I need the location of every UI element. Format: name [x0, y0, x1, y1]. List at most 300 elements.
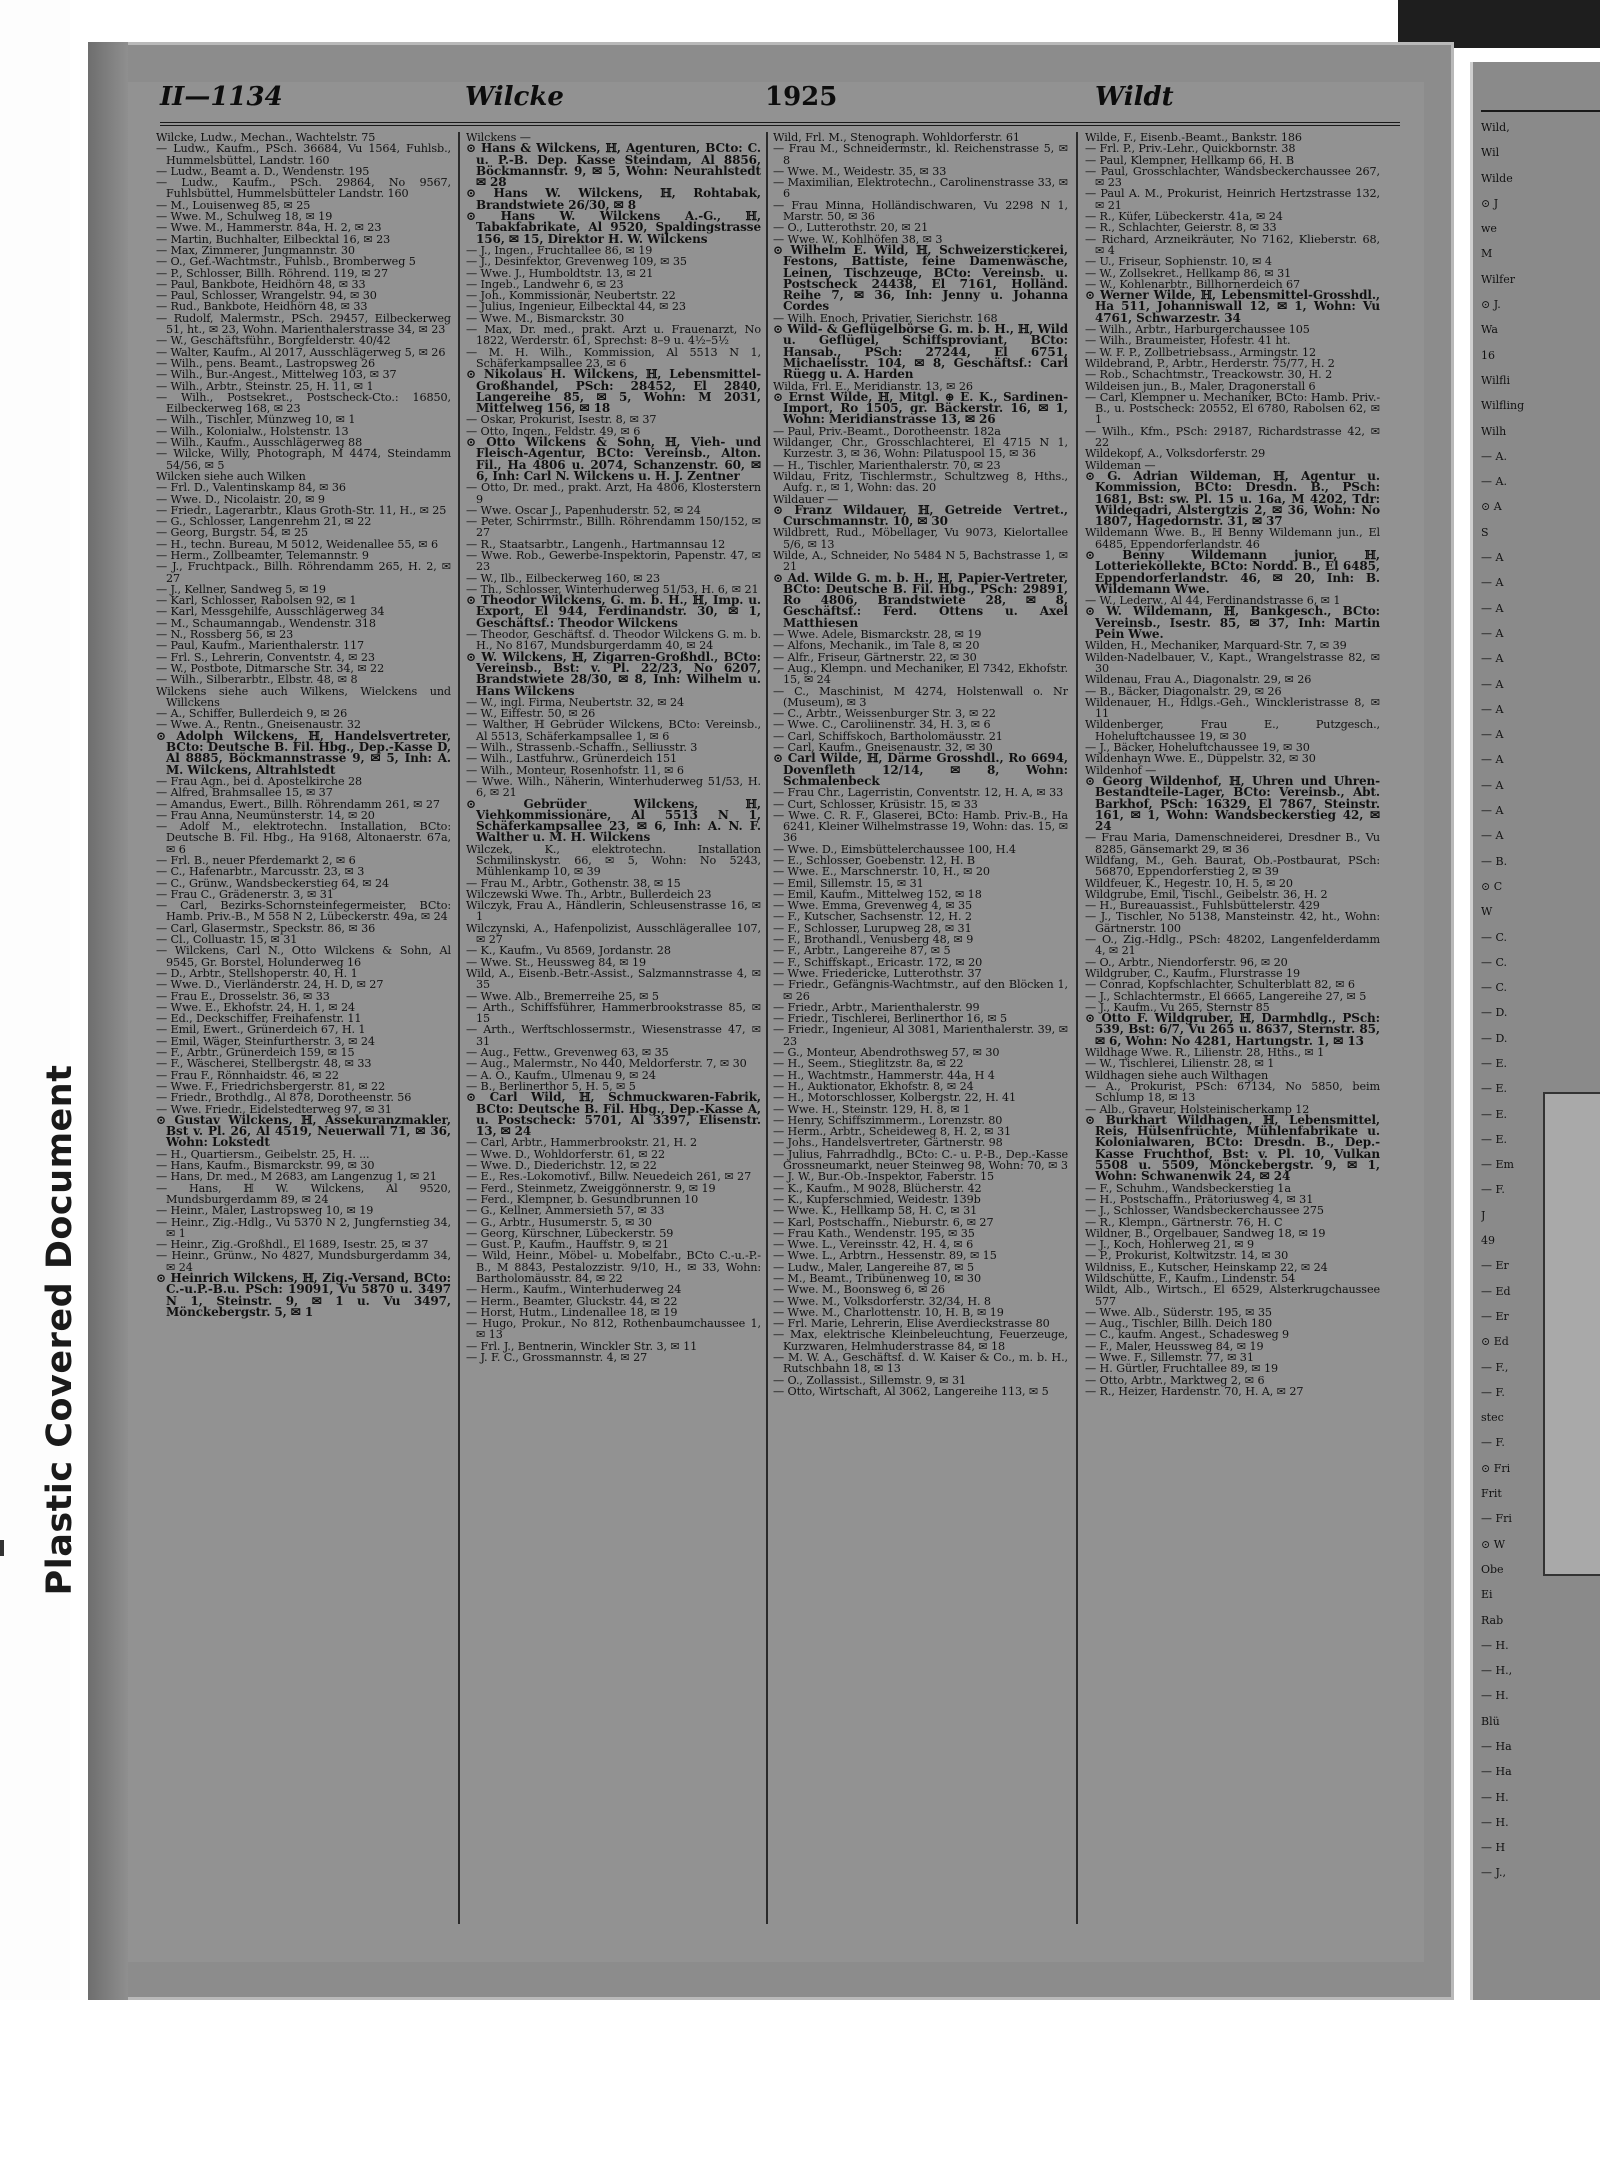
- adjacent-page-line: — D.: [1481, 1031, 1508, 1045]
- directory-entry: — K., Kaufm., Vu 8569, Jordanstr. 28: [466, 944, 671, 958]
- directory-entry: — Maximilian, Elektrotechn., Carolinenstrasse 33, ✉ 6: [773, 176, 1068, 201]
- directory-entry: — Wwe. D., Diederichstr. 12, ✉ 22: [466, 1159, 657, 1173]
- directory-entry: — R., Schlachter, Geierstr. 8, ✉ 33: [1085, 221, 1277, 235]
- directory-entry: — Max, Dr. med., prakt. Arzt u. Frauenarzt, No 1822, Werderstr. 61, Sprechst: 8–9 u. 4½–5½: [466, 323, 761, 348]
- page-binding-shadow: [88, 42, 128, 2000]
- directory-entry: ⊙ Otto F. Wildgruber, ℍ, Darmhdlg., PSch: 539, Bst: 6/7, Vu 265 u. 8637, Sternstr. 85, ✉ 6, Wohn: No 4281, Hartungstr. 1, ✉ 13: [1085, 1011, 1380, 1048]
- directory-entry: — U., Friseur, Sophienstr. 10, ✉ 4: [1085, 255, 1272, 269]
- directory-entry: — Wwe. D., Eimsbüttelerchaussee 100, H.4: [773, 842, 1016, 856]
- directory-entry: — Frl. J., Bentnerin, Winckler Str. 3, ✉ 11: [466, 1339, 698, 1353]
- adjacent-page-line: — E.: [1481, 1107, 1508, 1121]
- directory-entry: — K., Kaufm., M 9028, Blücherstr. 42: [773, 1181, 982, 1195]
- directory-entry: — Carl, Klempner u. Mechaniker, BCto: Hamb. Priv.-B., u. Postscheck: 20552, El 6780, Rabolsen 62, ✉ 1: [1085, 390, 1380, 427]
- adjacent-page-line: — Em: [1481, 1158, 1514, 1172]
- directory-entry: — F., Brothandl., Venusberg 48, ✉ 9: [773, 933, 974, 947]
- directory-entry: — Johs., Handelsvertreter, Gärtnerstr. 98: [773, 1136, 1003, 1150]
- directory-entry: Wildhage Wwe. R., Lilienstr. 28, Hths., ✉ 1: [1085, 1046, 1325, 1060]
- directory-entry: — J. F. C., Grossmannstr. 4, ✉ 27: [466, 1351, 648, 1365]
- adjacent-page-line: — H.,: [1481, 1664, 1513, 1678]
- adjacent-page-line: — Ed: [1481, 1284, 1511, 1298]
- directory-entry: — Wwe. D., Wohldorferstr. 61, ✉ 22: [466, 1147, 665, 1161]
- directory-entry: — Wilh., Kfm., PSch: 29187, Richardstrasse 42, ✉ 22: [1085, 424, 1380, 450]
- directory-entry: — E., Res.-Lokomotivf., Billw. Neuedeich 261, ✉ 27: [466, 1170, 752, 1184]
- spine-strip: [0, 0, 70, 2000]
- directory-entry: ⊙ Gebrüder Wilckens, ℍ, Viehkommissionäre, Al 5513 N 1, Schäferkampsallee 23, ✉ 6, Inh: A. N. F. Walther u. M. H. Wilckens: [466, 796, 761, 845]
- directory-entry: — Wwe. C., Caroliinenstr. 34, H. 3, ✉ 6: [773, 718, 991, 732]
- adjacent-page-line: — A: [1481, 728, 1504, 742]
- directory-entry: — J., Desinfektor, Grevenweg 109, ✉ 35: [466, 255, 687, 269]
- adjacent-page-line: 49: [1481, 1234, 1495, 1248]
- directory-entry: — J., Kaufm., Vu 265, Sternstr 85: [1085, 1000, 1270, 1014]
- directory-entry: — Wwe. D., Nicolaistr. 20, ✉ 9: [156, 492, 325, 506]
- directory-entry: — N., Rossberg 56, ✉ 23: [156, 628, 294, 642]
- directory-entry: — Emil, Ewert., Grünerdeich 67, H. 1: [156, 1023, 366, 1037]
- directory-entry: — Wilh., Arbtr., Harburgerchaussee 105: [1085, 323, 1310, 337]
- directory-entry: — Alfons, Mechanik., im Tale 8, ✉ 20: [773, 639, 980, 653]
- directory-entry: Wildekopf, A., Volksdorferstr. 29: [1085, 447, 1266, 461]
- adjacent-page-line: — A: [1481, 551, 1504, 565]
- directory-entry: — Wwe. E., Marschnerstr. 10, H., ✉ 20: [773, 865, 990, 879]
- directory-entry: Wildner, B., Orgelbauer, Sandweg 18, ✉ 19: [1085, 1226, 1326, 1240]
- directory-entry: — Wilh., Braumeister, Hofestr. 41 ht.: [1085, 334, 1291, 348]
- directory-entry: — Karl, Postschaffn., Nieburstr. 6, ✉ 27: [773, 1215, 994, 1229]
- directory-entry: — Wwe. H., Steinstr. 129, H. 8, ✉ 1: [773, 1102, 971, 1116]
- directory-entry: — Rudolf, Malermstr., PSch. 29457, Eilbeckerweg 51, ht., ✉ 23, Wohn. Marienthalerstrasse 34, ✉ 23: [156, 311, 451, 337]
- adjacent-page-line: we: [1481, 222, 1497, 236]
- adjacent-page-line: ⊙ J.: [1481, 298, 1501, 312]
- directory-entry: — Frau Agn., bei d. Apostelkirche 28: [156, 774, 362, 788]
- directory-entry: — Wwe. D., Vierländerstr. 24, H. D, ✉ 27: [156, 978, 384, 992]
- adjacent-page-line: — H.: [1481, 1689, 1509, 1703]
- directory-entry: — O., Zollassist., Sillemstr. 9, ✉ 31: [773, 1373, 967, 1387]
- directory-entry: — Carl, Bezirks-Schornsteinfegermeister, BCto: Hamb. Priv.-B., M 558 N 2, Lübeckerstr. 49a, ✉ 24: [156, 899, 451, 924]
- directory-entry: — Friedr., Brothdlg., Al 878, Dorotheenstr. 56: [156, 1091, 412, 1105]
- directory-entry: — Heinr., Zig.-Großhdl., El 1689, Isestr. 25, ✉ 37: [156, 1238, 429, 1252]
- directory-entry: — Otto, Dr. med., prakt. Arzt, Ha 4806, Klosterstern 9: [466, 481, 761, 506]
- directory-entry: — Frau M., Schneidermstr., kl. Reichenstrasse 5, ✉ 8: [773, 142, 1068, 167]
- directory-entry: Wildschütte, F., Kaufm., Lindenstr. 54: [1085, 1271, 1296, 1285]
- directory-entry: ⊙ Franz Wildauer, ℍ, Getreide Vertret., Curschmannstr. 10, ✉ 30: [773, 502, 1068, 529]
- directory-entry: — P., Prokurist, Koltwitzstr. 14, ✉ 30: [1085, 1249, 1289, 1263]
- adjacent-page-line: — J.,: [1481, 1866, 1507, 1880]
- directory-entry: — Wild, Heinr., Möbel- u. Mobelfabr., BCto C.-u.-P.-B., M 8843, Pestalozzistr. 9/10, H., ✉ 33, Wohn: Bartholomäusstr. 84, ✉ 22: [466, 1249, 761, 1285]
- directory-entry: — F., Schuhm., Wandsbeckerstieg 1a: [1085, 1181, 1291, 1195]
- directory-entry: — Frau Chr., Lagerristin, Conventstr. 12, H. A, ✉ 33: [773, 786, 1064, 800]
- directory-entry: — Wwe. Alb., Süderstr. 195, ✉ 35: [1085, 1305, 1272, 1319]
- adjacent-page-line: — C.: [1481, 955, 1508, 969]
- directory-entry: — Aug., Klempn. und Mechaniker, El 7342, Ekhofstr. 15, ✉ 24: [773, 661, 1068, 687]
- directory-entry: Wildenau, Frau A., Diagonalstr. 29, ✉ 26: [1085, 673, 1312, 687]
- directory-entry: — Frau Maria, Damenschneiderei, Dresdner B., Vu 8285, Gänsemarkt 29, ✉ 36: [1085, 831, 1380, 856]
- directory-entry: Wildenhof —: [1085, 763, 1157, 777]
- directory-entry: — Paul A. M., Prokurist, Heinrich Hertzstrasse 132, ✉ 21: [1085, 187, 1380, 212]
- directory-entry: — Wwe. Oscar J., Papenhuderstr. 52, ✉ 24: [466, 503, 701, 517]
- adjacent-page-line: — A: [1481, 576, 1504, 590]
- adjacent-page-line: Blü: [1481, 1714, 1500, 1728]
- directory-entry: — J., Ingen., Fruchtallee 86, ✉ 19: [466, 243, 653, 257]
- directory-entry: — Wilh., Tischler, Münzweg 10, ✉ 1: [156, 413, 356, 427]
- directory-entry: Wilda, Frl. E., Meridianstr. 13, ✉ 26: [773, 379, 973, 393]
- directory-entry: — H., Motorschlosser, Kolbergstr. 22, H. 41: [773, 1091, 1017, 1105]
- directory-entry: ⊙ Carl Wilde, ℍ, Därme Grosshdl., Ro 6694, Dovenfleth 12/14, ✉ 8, Wohn: Schmalenbeck: [773, 751, 1068, 788]
- directory-entry: — Wilh., Kaufm., Ausschlägerweg 88: [156, 436, 363, 450]
- directory-entry: — F., Arbtr., Grünerdeich 159, ✉ 15: [156, 1046, 355, 1060]
- directory-entry: — M., Beamt., Tribünenweg 10, ✉ 30: [773, 1271, 981, 1285]
- directory-entry: Wilde, F., Eisenb.-Beamt., Bankstr. 186: [1085, 132, 1302, 144]
- directory-entry: — Carl, Schiffskoch, Bartholomäusstr. 21: [773, 729, 1003, 743]
- directory-entry: — Friedr., Ingenieur, Al 3081, Marienthalerstr. 39, ✉ 23: [773, 1023, 1068, 1048]
- directory-entry: — Wwe. M., Schulweg 18, ✉ 19: [156, 210, 333, 224]
- directory-entry: ⊙ G. Adrian Wildeman, ℍ, Agentur u. Kommission, BCto: Dresdn. B., PSch: 1681, Bst: sw. Pl. 15 u. 16a, M 4202, Tdr: Wildegadri, Alstergtzis 2, ✉ 36, Wohn: No 1807, Hagedornstr. 31, ✉ 37: [1085, 468, 1380, 529]
- directory-entry: — Gust. P., Kaufm., Hauffstr. 9, ✉ 21: [466, 1238, 669, 1252]
- directory-entry: ⊙ Ernst Wilde, ℍ, Mitgl. ⊕ E. K., Sardinen-Import, Ro 1505, gr. Bäckerstr. 16, ✉ 1, Wohn: Meridianstrasse 13, ✉ 26: [773, 389, 1068, 427]
- column-3: [773, 132, 1068, 1924]
- directory-entry: — Hans, Dr. med., M 2683, am Langenzug 1, ✉ 21: [156, 1170, 437, 1184]
- directory-entry: — O., Zig.-Hdlg., PSch: 48202, Langenfelderdamm 4, ✉ 21: [1085, 933, 1380, 958]
- adjacent-page-line: — A: [1481, 778, 1504, 792]
- adjacent-page-line: — Ha: [1481, 1765, 1512, 1779]
- directory-entry: — Ed., Deckschiffer, Freihafenstr. 11: [156, 1012, 362, 1026]
- directory-entry: — H., Auktionator, Ekhofstr. 8, ✉ 24: [773, 1079, 974, 1093]
- directory-entry: — Friedr., Arbtr., Marienthalerstr. 99: [773, 1000, 980, 1014]
- directory-entry: — O., Gef.-Wachtmstr., Fuhlsb., Bromberweg 5: [156, 255, 416, 269]
- adjacent-page-line: Wil: [1481, 146, 1500, 160]
- directory-entry: — Wilh., Postsekret., Postscheck-Cto.: 16850, Eilbeckerweg 168, ✉ 23: [156, 390, 451, 416]
- directory-entry: — J., Schlosser, Wandsbeckerchaussee 275: [1085, 1204, 1324, 1218]
- directory-entry: — Wwe. L., Vereinsstr. 42, H. 4, ✉ 6: [773, 1238, 974, 1252]
- adjacent-page-line: Wilh: [1481, 424, 1507, 438]
- directory-entry: Wilcken siehe auch Wilken: [156, 469, 306, 483]
- directory-entry: — Aug., Tischler, Billh. Deich 180: [1085, 1317, 1272, 1331]
- directory-entry: — R., Klempn., Gärtnerstr. 76, H. C: [1085, 1215, 1283, 1229]
- page-header: [160, 82, 1400, 126]
- directory-entry: Wildniss, E., Kutscher, Heinskamp 22, ✉ 24: [1085, 1260, 1328, 1274]
- directory-entry: — H., Postschaffn., Prätoriusweg 4, ✉ 31: [1085, 1192, 1314, 1206]
- adjacent-page-line: 16: [1481, 348, 1495, 362]
- directory-entry: ⊙ Adolph Wilckens, ℍ, Handelsvertreter, BCto: Deutsche B. Fil. Hbg., Dep.-Kasse D, Al 8885, Böckmannstrasse 9, ✉ 5, Inh: A. M. Wilckens, Altrahlstedt: [156, 728, 451, 777]
- directory-entry: — Carl, Glasermstr., Speckstr. 86, ✉ 36: [156, 921, 376, 935]
- directory-entry: — Heinr., Maler, Lastropsweg 10, ✉ 19: [156, 1204, 374, 1218]
- directory-entry: — M., Schaumanngab., Wendenstr. 318: [156, 616, 376, 630]
- directory-entry: — Hans, Kaufm., Bismarckstr. 99, ✉ 30: [156, 1159, 375, 1173]
- directory-entry: — C., Maschinist, M 4274, Holstenwall o. Nr (Museum), ✉ 3: [773, 684, 1068, 709]
- adjacent-page-line: — E.: [1481, 1056, 1508, 1070]
- adjacent-page-rule: [1481, 110, 1600, 112]
- directory-entry: — R., Staatsarbtr., Langenh., Hartmannsau 12: [466, 537, 726, 551]
- directory-entry: — Frau M., Arbtr., Gothenstr. 38, ✉ 15: [466, 876, 681, 890]
- directory-entry: — G., Arbtr., Husumerstr. 5, ✉ 30: [466, 1215, 652, 1229]
- directory-entry: Wilckens siehe auch Wilkens, Wielckens und Willckens: [156, 684, 451, 709]
- directory-entry: — F., Schiffskapt., Ericastr. 172, ✉ 20: [773, 955, 983, 969]
- directory-entry: — P., Schlosser, Billh. Röhrend. 119, ✉ 27: [156, 266, 388, 280]
- directory-entry: Wilckens —: [466, 132, 531, 144]
- directory-entry: — Wwe. M., Boonsweg 6, ✉ 26: [773, 1283, 945, 1297]
- directory-entry: — Julius, Fahrradhdlg., BCto: C.- u. P.-B., Dep.-Kasse Grossneumarkt, neuer Steinweg 98, Wohn: 70, ✉ 3: [773, 1147, 1068, 1173]
- adjacent-page-line: stec: [1481, 1411, 1504, 1425]
- directory-entry: — Wwe. J., Humboldtstr. 13, ✉ 21: [466, 266, 654, 280]
- directory-entry: — H., Quartiersm., Geibelstr. 25, H. ...: [156, 1147, 370, 1161]
- directory-entry: — Frau F., Rönnhaidstr. 46, ✉ 22: [156, 1068, 339, 1082]
- adjacent-page-line: — F.: [1481, 1385, 1505, 1399]
- directory-entry: Wilden-Nadelbauer, V., Kapt., Wrangelstrasse 82, ✉ 30: [1085, 650, 1380, 675]
- directory-entry: — Frl. S., Lehrerin, Conventstr. 4, ✉ 23: [156, 650, 375, 664]
- directory-entry: — Wilh., Bur.-Angest., Mittelweg 103, ✉ 37: [156, 368, 397, 382]
- directory-entry: — Frl. Marie, Lehrerin, Elise Averdieckstrasse 80: [773, 1317, 1050, 1331]
- directory-entry: — Carl, Arbtr., Hammerbrookstr. 21, H. 2: [466, 1136, 698, 1150]
- adjacent-page-line: ⊙ W: [1481, 1537, 1506, 1551]
- adjacent-page-line: Wilfer: [1481, 272, 1515, 286]
- directory-entry: ⊙ Carl Wild, ℍ, Schmuckwaren-Fabrik, BCto: Deutsche B. Fil. Hbg., Dep.-Kasse A, u. Postscheck: 5701, Al 3397, Elisenstr. 13, ✉ 24: [466, 1090, 761, 1139]
- directory-entry: — Frau C., Grädenerstr. 3, ✉ 31: [156, 887, 334, 901]
- directory-entry: — F., Kutscher, Sachsenstr. 12, H. 2: [773, 910, 972, 924]
- adjacent-page-text: [1481, 122, 1600, 1922]
- directory-entry: Wildeman —: [1085, 458, 1156, 472]
- directory-entry: — Paul, Grosschlachter, Wandsbeckerchaussee 267, ✉ 23: [1085, 164, 1380, 190]
- directory-entry: — H., Bureauassist., Fuhlsbüttelerstr. 429: [1085, 899, 1320, 913]
- column-1: [156, 132, 451, 1924]
- directory-entry: — Peter, Schirrmstr., Billh. Röhrendamm 150/152, ✉ 27: [466, 515, 761, 540]
- directory-entry: — Heinr., Grünw., No 4827, Mundsburgerdamm 34, ✉ 24: [156, 1249, 451, 1274]
- directory-entry: — Wilckens, Carl N., Otto Wilckens & Sohn, Al 9545, Gr. Borstel, Holunderweg 16: [156, 944, 451, 969]
- directory-entry: ⊙ Otto Wilckens & Sohn, ℍ, Vieh- und Fleisch-Agentur, BCto: Vereinsb., Alton. Fil., Ha 4806 u. 2074, Schanzenstr. 60, ✉ 6, Inh: Carl N. Wilckens u. H. J. Zentner: [466, 435, 761, 483]
- directory-entry: — Friedr., Gefängnis-Wachtmstr., auf den Blöcken 1, ✉ 26: [773, 978, 1068, 1003]
- directory-entry: Wildenhayn Wwe. E., Düppelstr. 32, ✉ 30: [1085, 752, 1316, 766]
- directory-entry: — W. F. P., Zollbetriebsass., Armingstr. 12: [1085, 345, 1317, 359]
- directory-entry: — J., Fruchtpack., Billh. Röhrendamm 265, H. 2, ✉ 27: [156, 560, 451, 585]
- directory-entry: ⊙ Werner Wilde, ℍ, Lebensmittel-Grosshdl., Ha 511, Johanniswall 12, ✉ 1, Wohn: Vu 4761, Schwarzestr. 34: [1085, 288, 1380, 325]
- directory-entry: — G., Monteur, Abendrothsweg 57, ✉ 30: [773, 1046, 1000, 1060]
- adjacent-page-line: — F.: [1481, 1436, 1505, 1450]
- directory-entry: ⊙ Georg Wildenhof, ℍ, Uhren und Uhren-Bestandteile-Lager, BCto: Vereinsb., Abt. Barkhof, PSch: 16329, El 7867, Steinstr. 161, ✉ 1, Wohn: Wandsbeckerstieg 42, ✉ 24: [1085, 773, 1380, 834]
- directory-entry: — Karl, Schlosser, Rabolsen 92, ✉ 1: [156, 594, 357, 608]
- directory-entry: — Conrad, Kopfschlachter, Schulterblatt 82, ✉ 6: [1085, 978, 1355, 992]
- directory-entry: — Emil, Sillemstr. 15, ✉ 31: [773, 876, 924, 890]
- adjacent-page-line: Frit: [1481, 1487, 1502, 1501]
- directory-entry: ⊙ W. Wilckens, ℍ, Zigarren-Großhdl., BCto: Vereinsb., Bst: v. Pl. 22/23, No 6207, Brandstwiete 28/30, ✉ 8, Inh: Wilhelm u. Hans Wilckens: [466, 649, 761, 698]
- adjacent-page-line: — C.: [1481, 981, 1508, 995]
- directory-entry: — Paul, Bankbote, Heidhörn 48, ✉ 33: [156, 277, 366, 291]
- directory-entry: Wildau, Fritz, Tischlermstr., Schultzweg 8, Hths., Aufg. r., ✉ 1, Wohn: das. 20: [773, 469, 1068, 495]
- directory-entry: — Karl, Messgehilfe, Ausschlägerweg 34: [156, 605, 385, 619]
- directory-entry: — Georg, Kürschner, Lübeckerstr. 59: [466, 1226, 674, 1240]
- adjacent-page-line: Ei: [1481, 1588, 1493, 1602]
- directory-entry: Wildeisen jun., B., Maler, Dragonerstall 6: [1085, 379, 1316, 393]
- page-reference: II—1134: [160, 82, 283, 112]
- adjacent-page-line: — A.: [1481, 475, 1507, 489]
- adjacent-page-line: — F.,: [1481, 1360, 1509, 1374]
- directory-entry: — Wilh. Enoch, Privatier, Sierichstr. 168: [773, 311, 998, 325]
- directory-entry: Wilden, H., Mechaniker, Marquard-Str. 7, ✉ 39: [1085, 639, 1347, 653]
- directory-entry: ⊙ Wild- & Geflügelbörse G. m. b. H., ℍ, Wild u. Geflügel, Schiffsproviant, BCto: Hansab., PSch: 27244, El 6751, Michaelisstr. 104, ✉ 8, Geschäftsf.: Carl Rüegg u. A. Harden: [773, 322, 1068, 382]
- directory-entry: — Horst, Hutm., Lindenallee 18, ✉ 19: [466, 1305, 678, 1319]
- directory-entry: — Wwe. Emma, Grevenweg 4, ✉ 35: [773, 899, 973, 913]
- header-year: 1925: [765, 82, 838, 112]
- directory-entry: — Georg, Burgstr. 54, ✉ 25: [156, 526, 308, 540]
- column-rule: [1076, 132, 1078, 1924]
- directory-entry: — Wwe. M., Volksdorferstr. 32/34, H. 8: [773, 1294, 991, 1308]
- directory-entry: — Cl., Colluastr. 15, ✉ 31: [156, 933, 298, 947]
- directory-entry: — Ludw., Kaufm., PSch. 29864, No 9567, Fuhlsbüttel, Hummelsbütteler Landstr. 160: [156, 176, 451, 201]
- column-rule: [458, 132, 460, 1924]
- adjacent-page-line: — F.: [1481, 1183, 1505, 1197]
- directory-entry: Wilde, A., Schneider, No 5484 N 5, Bachstrasse 1, ✉ 21: [773, 548, 1068, 574]
- directory-entry: Wilczyk, Frau A., Händlerin, Schleusenstrasse 16, ✉ 1: [466, 899, 761, 924]
- adjacent-page-line: — A: [1481, 804, 1504, 818]
- adjacent-page-line: M: [1481, 247, 1493, 261]
- directory-entry: Wildemann Wwe. B., ℍ Benny Wildemann jun., El 6485, Eppendorferlandstr. 46: [1085, 526, 1380, 551]
- directory-entry: — Wwe. Alb., Bremerreihe 25, ✉ 5: [466, 989, 659, 1003]
- adjacent-page-line: — A.: [1481, 449, 1507, 463]
- directory-entry: — D., Arbtr., Stellshoperstr. 40, H. 1: [156, 966, 358, 980]
- directory-entry: — C., Grünw., Wandsbeckerstieg 64, ✉ 24: [156, 876, 390, 890]
- directory-entry: Wilczek, K., elektrotechn. Installation Schmilinskystr. 66, ✉ 5, Wohn: No 5243, Mühlenkamp 10, ✉ 39: [466, 842, 761, 879]
- directory-entry: — W., Geschäftsführ., Borgfelderstr. 40/42: [156, 334, 391, 348]
- adjacent-page-line: — Er: [1481, 1259, 1509, 1273]
- directory-entry: — Walther, ℍ Gebrüder Wilckens, BCto: Vereinsb., Al 5513, Schäferkampsallee 1, ✉ 6: [466, 718, 761, 743]
- directory-entry: — Alb., Graveur, Holsteinischerkamp 12: [1085, 1102, 1310, 1116]
- directory-entry: — Frau Minna, Holländischwaren, Vu 2298 N 1, Marstr. 50, ✉ 36: [773, 198, 1068, 224]
- directory-entry: — R., Heizer, Hardenstr. 70, H. A, ✉ 27: [1085, 1384, 1304, 1398]
- adjacent-page-line: S: [1481, 525, 1489, 539]
- directory-entry: ⊙ Hans W. Wilckens A.-G., ℍ, Tabakfabrikate, Al 9520, Spaldingstrasse 156, ✉ 15, Direktor H. W. Wilckens: [466, 209, 761, 246]
- directory-entry: — Wwe. Wilh., Näherin, Winterhuderweg 51/53, H. 6, ✉ 21: [466, 774, 761, 800]
- directory-entry: — J., Bäcker, Hoheluftchaussee 19, ✉ 30: [1085, 741, 1310, 755]
- directory-entry: ⊙ Burkhart Wildhagen, ℍ, Lebensmittel, Reis, Hülsenfrüchte, Mühlenfabrikate u. Kolonialwaren, BCto: Dresdn. B., Dep.-Kasse Fruchthof, Bst: v. Pl. 10, Vulkan 5508 u. 5509, Mönckebergstr. 9, ✉ 1, Wohn: Schwanenwik 24, ✉ 24: [1085, 1112, 1380, 1184]
- column-2: [466, 132, 761, 1924]
- directory-entry: ⊙ Gustav Wilckens, ℍ, Assekuranzmakler, Bst v. Pl. 26, Al 4519, Neuerwall 71, ✉ 36, Wohn: Lokstedt: [156, 1112, 451, 1150]
- directory-entry: — Frau Anna, Neumünsterstr. 14, ✉ 20: [156, 808, 375, 822]
- directory-entry: — Wilh., Kolonialw., Holstenstr. 13: [156, 424, 349, 438]
- directory-entry: — Rud., Bankbote, Heidhörn 48, ✉ 33: [156, 300, 368, 314]
- directory-entry: Wildfeuer, K., Hegestr. 10, H. 5, ✉ 20: [1085, 876, 1293, 890]
- directory-entry: — A., Schiffer, Bullerdeich 9, ✉ 26: [156, 707, 348, 721]
- directory-entry: — Ferd., Steinmetz, Zweiggönnerstr. 9, ✉ 19: [466, 1181, 716, 1195]
- directory-entry: — W., Tischlerei, Lilienstr. 28, ✉ 1: [1085, 1057, 1275, 1071]
- adjacent-page-line: — H.: [1481, 1790, 1509, 1804]
- adjacent-page-line: ⊙ A: [1481, 500, 1502, 514]
- directory-entry: — W., Zollsekret., Hellkamp 86, ✉ 31: [1085, 266, 1292, 280]
- adjacent-page-line: ⊙ J: [1481, 196, 1499, 210]
- directory-entry: ⊙ W. Wildemann, ℍ, Bankgesch., BCto: Vereinsb., Isestr. 85, ✉ 37, Inh: Martin Pein Wwe.: [1085, 604, 1380, 642]
- directory-entry: — A., Prokurist, PSch: 67134, No 5850, beim Schlump 18, ✉ 13: [1085, 1079, 1380, 1105]
- directory-entry: — Hugo, Prokur., No 812, Rothenbaumchaussee 1, ✉ 13: [466, 1317, 761, 1342]
- adjacent-page-advert-box: [1543, 1092, 1600, 1576]
- directory-entry: — Wwe. K., Hellkamp 58, H. C, ✉ 31: [773, 1204, 978, 1218]
- directory-entry: — H., Wachtmstr., Hammerstr. 44a, H 4: [773, 1068, 995, 1082]
- directory-entry: — Wwe. M., Bismarckstr. 30: [466, 311, 624, 325]
- directory-entry: — Emil, Wäger, Steinfurtherstr. 3, ✉ 24: [156, 1034, 375, 1048]
- directory-entry: — Paul, Kaufm., Marienthalerstr. 117: [156, 639, 364, 653]
- adjacent-page-line: — H.: [1481, 1638, 1509, 1652]
- adjacent-page-line: — D.: [1481, 1006, 1508, 1020]
- directory-entry: ⊙ Benny Wildemann junior, ℍ, Lotteriekollekte, BCto: Nordd. B., El 6485, Eppendorferlandstr. 46, ✉ 20, Inh: B. Wildemann Wwe.: [1085, 547, 1380, 596]
- adjacent-page-line: — C.: [1481, 930, 1508, 944]
- directory-entry: — Herm., Zollbeamter, Telemannstr. 9: [156, 548, 369, 562]
- directory-entry: — Wwe. F., Friedrichsbergerstr. 81, ✉ 22: [156, 1079, 386, 1093]
- directory-entry: — Wwe. W., Kohlhöfen 38, ✉ 3: [773, 232, 943, 246]
- directory-entry: — Wwe. M., Charlottenstr. 10, H. B, ✉ 19: [773, 1305, 1004, 1319]
- directory-entry: Wildenauer, H., Hdlgs.-Geh., Winckleristrasse 8, ✉ 11: [1085, 695, 1380, 721]
- directory-entry: — Wwe. M., Weidestr. 35, ✉ 33: [773, 164, 947, 178]
- directory-entry: Wildhagen siehe auch Wilthagen: [1085, 1068, 1269, 1082]
- directory-entry: — Frl. D., Valentinskamp 84, ✉ 36: [156, 481, 346, 495]
- directory-entry: — Arth., Schiffsführer, Hammerbrookstrasse 85, ✉ 15: [466, 1000, 761, 1026]
- directory-entry: — Wwe. Friedr., Eidelstedterweg 97, ✉ 31: [156, 1102, 392, 1116]
- directory-entry: — C., kaufm. Angest., Schadesweg 9: [1085, 1328, 1290, 1342]
- directory-entry: — J., Kellner, Sandweg 5, ✉ 19: [156, 582, 326, 596]
- adjacent-page-line: — H.: [1481, 1815, 1509, 1829]
- directory-entry: — F., Schlosser, Lurupweg 28, ✉ 31: [773, 921, 972, 935]
- directory-entry: — A. O., Kaufm., Ulmenau 9, ✉ 24: [466, 1068, 656, 1082]
- directory-entry: — Martin, Buchhalter, Eilbecktal 16, ✉ 23: [156, 232, 391, 246]
- directory-entry: — Wwe. C. R. F., Glaserei, BCto: Hamb. Priv.-B., Ha 6241, Kleiner Wilhelmstrasse 19, Wohn: das. 15, ✉ 36: [773, 808, 1068, 845]
- directory-entry: Wildebrand, P., Arbtr., Herderstr. 75/77, H. 2: [1085, 356, 1335, 370]
- directory-entry: — Frl. P., Priv.-Lehr., Quickbornstr. 38: [1085, 142, 1296, 156]
- directory-entry: — G., Kellner, Ammersieth 57, ✉ 33: [466, 1204, 665, 1218]
- directory-entry: — Paul, Priv.-Beamt., Dorotheenstr. 182a: [773, 424, 1001, 438]
- directory-entry: — C., Hafenarbtr., Marcusstr. 23, ✉ 3: [156, 865, 365, 879]
- adjacent-page-line: Rab: [1481, 1613, 1504, 1627]
- directory-entry: — W., Eiffestr. 50, ✉ 26: [466, 707, 596, 721]
- directory-entry: — Aug., Malermstr., No 440, Meldorferstr. 7, ✉ 30: [466, 1057, 747, 1071]
- adjacent-page-line: — A: [1481, 829, 1504, 843]
- spine-tick: [0, 1540, 4, 1556]
- directory-entry: — Joh., Kommissionär, Neubertstr. 22: [466, 289, 676, 303]
- directory-entry: — Adolf M., elektrotechn. Installation, BCto: Deutsche B. Fil. Hbg., Ha 9168, Altonaerstr. 67a, ✉ 6: [156, 820, 451, 856]
- directory-entry: — Curt, Schlosser, Krüsistr. 15, ✉ 33: [773, 797, 978, 811]
- directory-entry: — H. Gürtler, Fruchtallee 89, ✉ 19: [1085, 1362, 1279, 1376]
- directory-entry: — Ludw., Beamt a. D., Wendenstr. 195: [156, 164, 370, 178]
- directory-entry: — J., Schlachtermstr., El 6665, Langereihe 27, ✉ 5: [1085, 989, 1367, 1003]
- directory-entry: — W., Ilb., Eilbeckerweg 160, ✉ 23: [466, 571, 661, 585]
- directory-entry: — Paul, Klempner, Hellkamp 66, H. B: [1085, 153, 1294, 167]
- directory-entry: ⊙ Theodor Wilckens, G. m. b. H., ℍ, Imp. u. Export, El 944, Ferdinandstr. 30, ✉ 1, Geschäftsf.: Theodor Wilckens: [466, 593, 761, 630]
- directory-entry: — W., Lederw., Al 44, Ferdinandstrasse 6, ✉ 1: [1085, 594, 1341, 608]
- directory-entry: — Wwe. E., Ekhofstr. 24, H. 1, ✉ 24: [156, 1000, 355, 1014]
- directory-entry: — O., Lutterothstr. 20, ✉ 21: [773, 221, 929, 235]
- directory-entry: — Frau E., Drosselstr. 36, ✉ 33: [156, 989, 330, 1003]
- directory-entry: — Wilh., Silberarbtr., Elbstr. 48, ✉ 8: [156, 673, 358, 687]
- adjacent-page-line: Wilde: [1481, 171, 1513, 185]
- adjacent-page-line: — Ha: [1481, 1740, 1512, 1753]
- directory-entry: — Wwe. A., Rentn., Gneisenaustr. 32: [156, 718, 361, 732]
- directory-entry: — Rob., Schachtmstr., Treackowstr. 30, H. 2: [1085, 368, 1333, 382]
- adjacent-page-line: — H: [1481, 1841, 1506, 1855]
- adjacent-page-line: Wilfling: [1481, 399, 1525, 413]
- directory-entry: Wildanger, Chr., Grosschlachterei, El 4715 N 1, Kurzestr. 3, ✉ 36, Wohn: Pilatuspool 15, ✉ 36: [773, 436, 1068, 461]
- scanner-dark-corner: [1398, 0, 1600, 48]
- directory-entry: ⊙ Hans W. Wilckens, ℍ, Rohtabak, Brandstwiete 26/30, ✉ 8: [466, 186, 761, 212]
- directory-entry: — Friedr., Lagerarbtr., Klaus Groth-Str. 11, H., ✉ 25: [156, 503, 447, 517]
- directory-entry: — Paul, Schlosser, Wrangelstr. 94, ✉ 30: [156, 289, 377, 303]
- directory-entry: ⊙ Nikolaus H. Wilckens, ℍ, Lebensmittel-Großhandel, PSch: 28452, El 2840, Langereihe 85, ✉ 5, Wohn: M 2031, Mittelweg 156, ✉ 18: [466, 367, 761, 416]
- adjacent-page-line: — B.: [1481, 854, 1508, 868]
- directory-entry: — Herm., Beamter, Gluckstr. 44, ✉ 22: [466, 1294, 678, 1308]
- directory-entry: — Ferd., Klempner, b. Gesundbrunnen 10: [466, 1192, 699, 1206]
- header-last-keyword: Wildt: [1095, 82, 1174, 112]
- directory-entry: — Wwe. M., Hammerstr. 84a, H. 2, ✉ 23: [156, 221, 382, 235]
- directory-entry: — Wwe. Rob., Gewerbe-Inspektorin, Papenstr. 47, ✉ 23: [466, 548, 761, 574]
- directory-entry: — Otto, Wirtschaft, Al 3062, Langereihe 113, ✉ 5: [773, 1384, 1049, 1398]
- directory-entry: — Max, Zimmerer, Jungmannstr. 30: [156, 243, 355, 257]
- adjacent-page-line: — A: [1481, 677, 1504, 691]
- directory-entry: — Wwe. L., Arbtrn., Hessenstr. 89, ✉ 15: [773, 1249, 997, 1263]
- directory-entry: — M. H. Wilh., Kommission, Al 5513 N 1, Schäferkampsallee 23, ✉ 6: [466, 345, 761, 370]
- directory-entry: — B., Bäcker, Diagonalstr. 29, ✉ 26: [1085, 684, 1282, 698]
- adjacent-page-line: ⊙ Ed: [1481, 1335, 1509, 1349]
- adjacent-page-line: Obe: [1481, 1562, 1504, 1576]
- directory-entry: — Wwe. F., Sillemstr. 77, ✉ 31: [1085, 1351, 1254, 1365]
